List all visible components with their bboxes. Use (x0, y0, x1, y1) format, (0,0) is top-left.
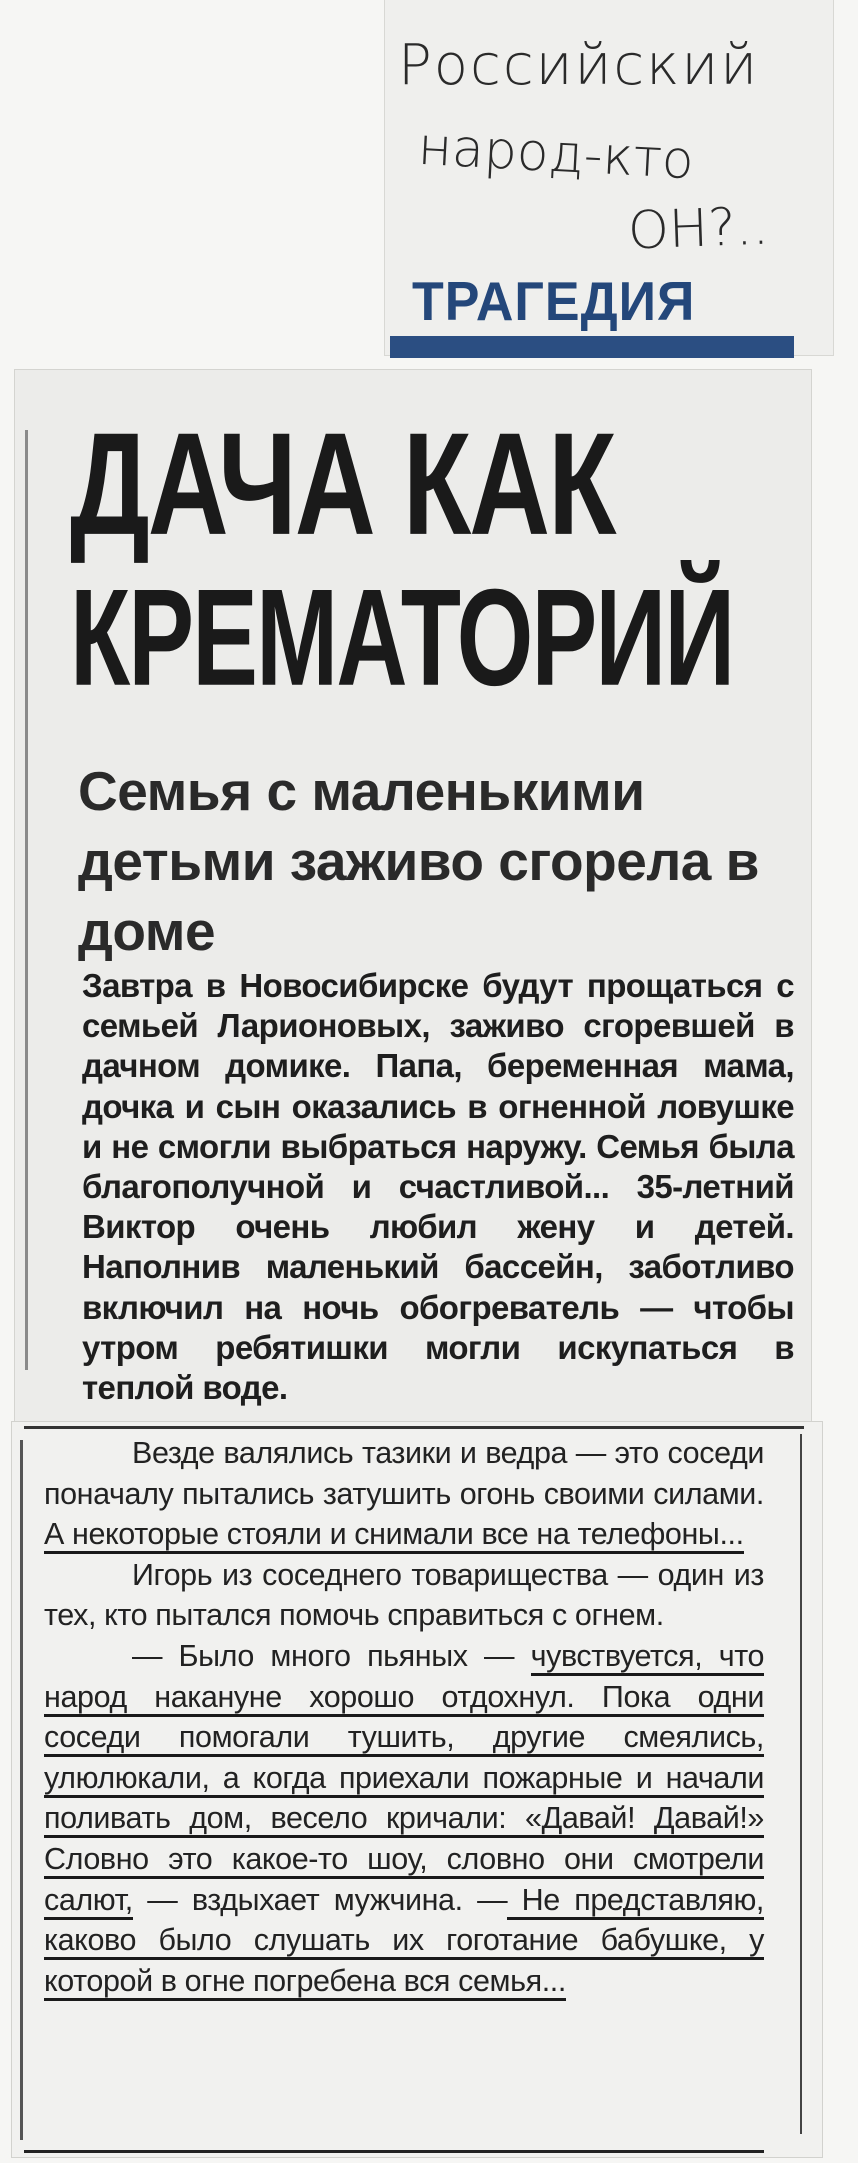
handwritten-line: Российский (398, 33, 760, 98)
divider (24, 2150, 764, 2153)
body-paragraph (44, 1555, 764, 1636)
rubric-label: ТРАГЕДИЯ (412, 271, 696, 333)
underlined-text: А некоторые стояли и снимали все на телефоны... (44, 1517, 744, 1554)
body-paragraph (44, 1433, 764, 1555)
handwritten-line: ОН?.. (626, 196, 770, 262)
body-text: — Было много пьяных — (132, 1638, 515, 1673)
underlined-text: чувствуется, что народ накануне хорошо отдохнул. Пока одни соседи помогали тушить, другие смеялись, улюлюкали, а когда приехали пожарные и начали поливать дом, весело кричали: «Давай! Давай!» Словно это какое-то шоу, словно они смотрели салют, (44, 1639, 764, 1920)
body-text: Игорь из соседнего товарищества — один из тех, кто пытался помочь справиться с огнем. (44, 1557, 764, 1633)
divider (24, 1426, 804, 1429)
rubric-bar (390, 336, 794, 358)
underlined-text: Не представляю, каково было слушать их гоготание бабушке, у которой в огне погребена вся семья... (44, 1883, 764, 2001)
lead-paragraph: Завтра в Новосибирске будут прощаться с семьей Ларионовых, заживо сгоревшей в дачном домике. Папа, беременная мама, дочка и сын оказались в огненной ловушке и не смогли выбраться наружу. Семья была благополучной и счастливой... 35-летний Виктор очень любил жену и детей. Наполнив маленький бассейн, заботливо включил на ночь обогреватель — чтобы утром ребятишки могли искупаться в теплой воде. (82, 967, 794, 1407)
headline-line-2: КРЕМАТОРИЙ (70, 561, 734, 715)
body-text: Везде валялись тазики и ведра — это соседи поначалу пытались затушить огонь своими силами. (44, 1436, 764, 1511)
body-paragraph (44, 1636, 764, 2001)
article-body (44, 1433, 764, 2001)
body-text: — вздыхает мужчина. — (132, 1882, 508, 1917)
subheadline: Семья с маленькими детьми заживо сгорела в доме (78, 760, 759, 962)
handwritten-line: народ-кто (416, 116, 696, 192)
headline-line-1: ДАЧА КАК (70, 402, 615, 566)
